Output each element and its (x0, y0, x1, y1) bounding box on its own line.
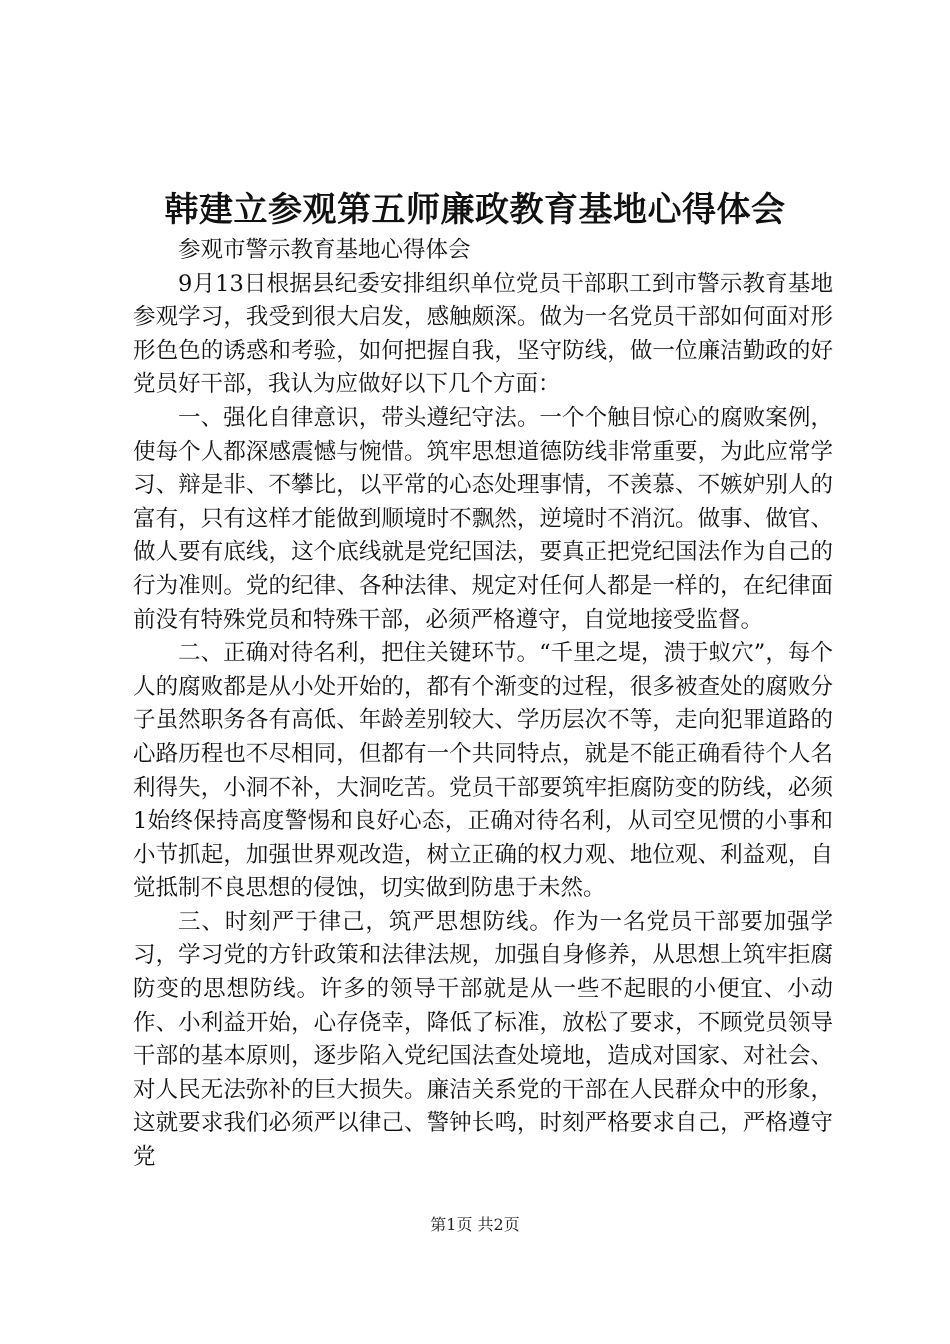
section-two-paragraph: 二、正确对待名利，把住关键环节。“千里之堤，溃于蚁穴”，每个人的腐败都是从小处开始的，都有个渐变的过程，很多被查处的腐败分子虽然职务各有高低、年龄差别较大、学历层次不等，走向犯罪道路的心路历程也不尽相同，但都有一个共同特点，就是不能正确看待个人名利得失，小洞不补，大洞吃苦。党员干部要筑牢拒腐防变的防线，必须1始终保持高度警惕和良好心态，正确对待名利，从司空见惯的小事和小节抓起，加强世界观改造，树立正确的权力观、地位观、利益观，自觉抵制不良思想的侵蚀，切实做到防患于未然。 (133, 640, 833, 902)
section-three-paragraph: 三、时刻严于律己，筑严思想防线。作为一名党员干部要加强学习，学习党的方针政策和法律法规，加强自身修养，从思想上筑牢拒腐防变的思想防线。许多的领导干部就是从一些不起眼的小便宜、小动作、小利益开始，心存侥幸，降低了标准，放松了要求，不顾党员领导干部的基本原则，逐步陷入党纪国法查处境地，造成对国家、对社会、对人民无法弥补的巨大损失。廉洁关系党的干部在人民群众中的形象，这就要求我们必须严以律己、警钟长鸣，时刻严格要求自己，严格遵守党 (133, 908, 833, 1171)
subtitle-paragraph: 参观市警示教育基地心得体会 (178, 237, 471, 263)
page-number-footer: 第1页 共2页 (430, 1215, 520, 1234)
intro-paragraph: 9月13日根据县纪委安排组织单位党员干部职工到市警示教育基地参观学习，我受到很大启发，感触颇深。做为一名党员干部如何面对形形色色的诱惑和考验，如何把握自我，坚守防线，做一位廉洁勤政的好党员好干部，我认为应做好以下几个方面： (133, 270, 833, 398)
document-title: 韩建立参观第五师廉政教育基地心得体会 (164, 190, 786, 230)
document-body (133, 234, 833, 1175)
section-one-paragraph: 一、强化自律意识，带头遵纪守法。一个个触目惊心的腐败案例，使每个人都深感震憾与惋惜。筑牢思想道德防线非常重要，为此应常学习、辩是非、不攀比，以平常的心态处理事情，不羡慕、不嫉妒别人的富有，只有这样才能做到顺境时不飘然，逆境时不消沉。做事、做官、做人要有底线，这个底线就是党纪国法，要真正把党纪国法作为自己的行为准则。党的纪律、各种法律、规定对任何人都是一样的，在纪律面前没有特殊党员和特殊干部，必须严格遵守，自觉地接受监督。 (133, 404, 833, 633)
